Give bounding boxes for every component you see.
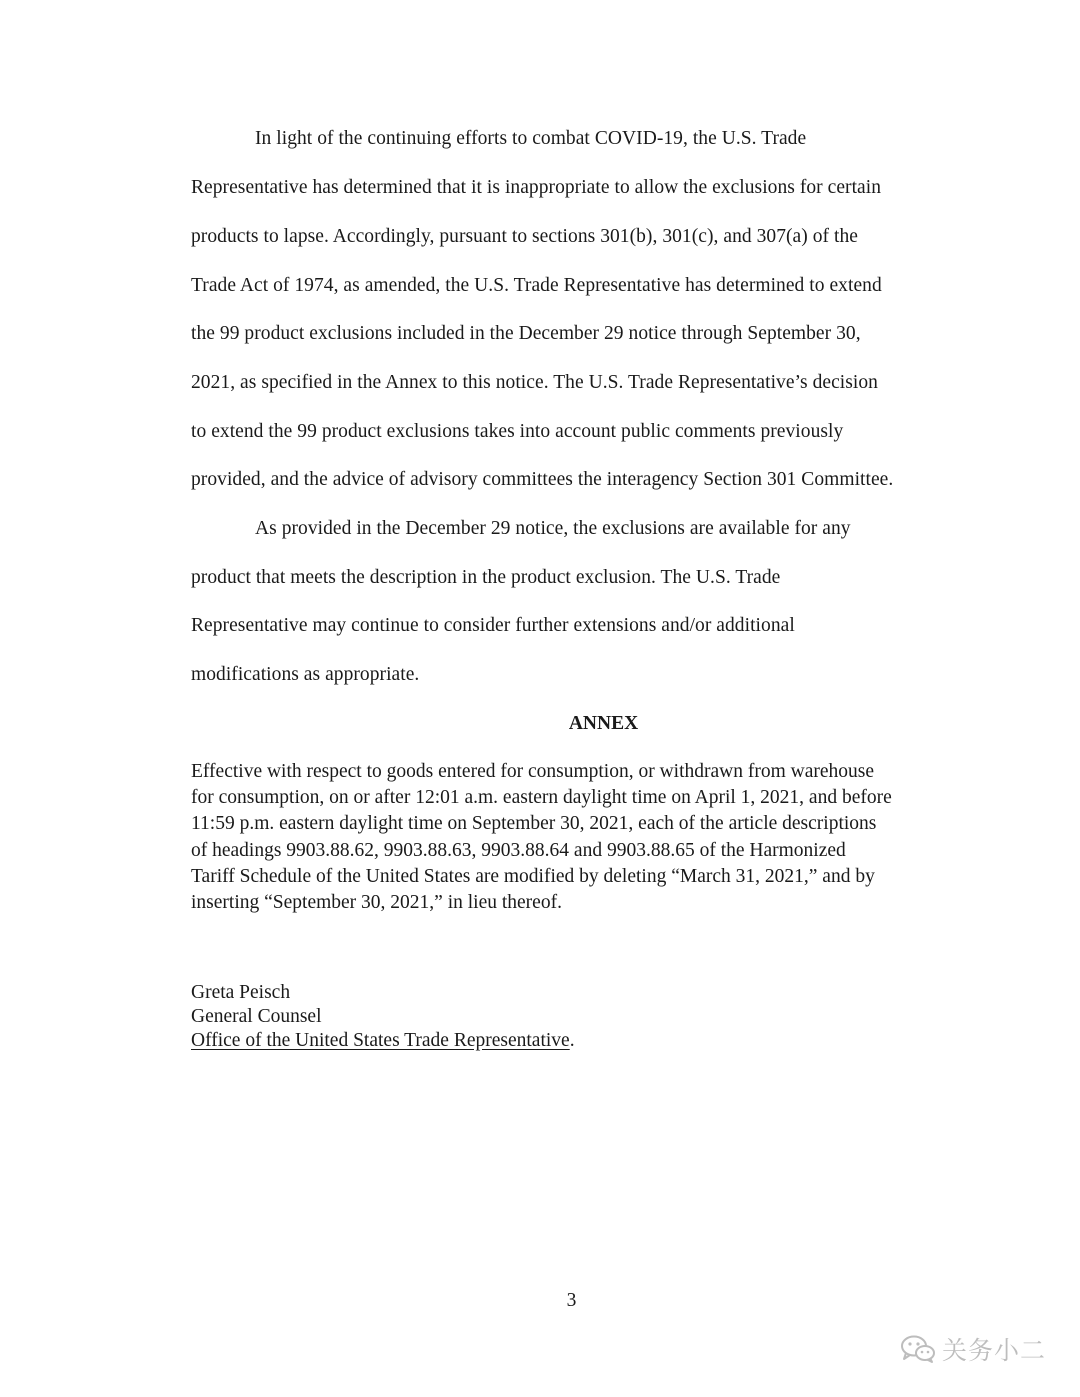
- paragraph-1-line-5: the 99 product exclusions included in the December 29 notice through September 30,: [191, 323, 861, 344]
- signature-office-name: Office of the United States Trade Representative: [191, 1030, 570, 1051]
- annex-line-1: Effective with respect to goods entered for consumption, or withdrawn from warehouse: [191, 761, 875, 782]
- paragraph-1-line-7: to extend the 99 product exclusions takes into account public comments previously: [191, 421, 844, 442]
- paragraph-2-line-3: Representative may continue to consider further extensions and/or additional: [191, 615, 795, 636]
- paragraph-1-line-3: products to lapse. Accordingly, pursuant to sections 301(b), 301(c), and 307(a) of the: [191, 226, 858, 247]
- paragraph-1-line-1: In light of the continuing efforts to combat COVID-19, the U.S. Trade: [255, 128, 807, 149]
- paragraph-2-line-4: modifications as appropriate.: [191, 664, 420, 685]
- signature-name: Greta Peisch: [191, 982, 291, 1003]
- paragraph-1-line-4: Trade Act of 1974, as amended, the U.S. Trade Representative has determined to extend: [191, 275, 882, 296]
- paragraph-2-line-2: product that meets the description in the product exclusion. The U.S. Trade: [191, 567, 781, 588]
- annex-line-5: Tariff Schedule of the United States are modified by deleting “March 31, 2021,” and by: [191, 866, 875, 887]
- paragraph-2-line-1: As provided in the December 29 notice, the exclusions are available for any: [255, 518, 851, 539]
- annex-line-3: 11:59 p.m. eastern daylight time on September 30, 2021, each of the article descriptions: [191, 813, 877, 834]
- annex-line-4: of headings 9903.88.62, 9903.88.63, 9903.88.64 and 9903.88.65 of the Harmonized: [191, 840, 846, 861]
- signature-title: General Counsel: [191, 1006, 322, 1027]
- watermark: [900, 1331, 1046, 1367]
- wechat-icon: [900, 1334, 936, 1364]
- watermark-text: 关务小二: [941, 1336, 1046, 1365]
- annex-line-6: inserting “September 30, 2021,” in lieu thereof.: [191, 892, 562, 913]
- page-number: 3: [566, 1290, 577, 1311]
- signature-office: [191, 1030, 575, 1052]
- paragraph-1-line-2: Representative has determined that it is inappropriate to allow the exclusions for certain: [191, 177, 882, 198]
- signature-office-suffix: .: [569, 1030, 575, 1051]
- annex-line-2: for consumption, on or after 12:01 a.m. eastern daylight time on April 1, 2021, and before: [191, 787, 892, 808]
- annex-heading: ANNEX: [568, 713, 639, 734]
- paragraph-1-line-8: provided, and the advice of advisory committees the interagency Section 301 Committee.: [191, 469, 894, 490]
- paragraph-1-line-6: 2021, as specified in the Annex to this notice. The U.S. Trade Representative’s decision: [191, 372, 878, 393]
